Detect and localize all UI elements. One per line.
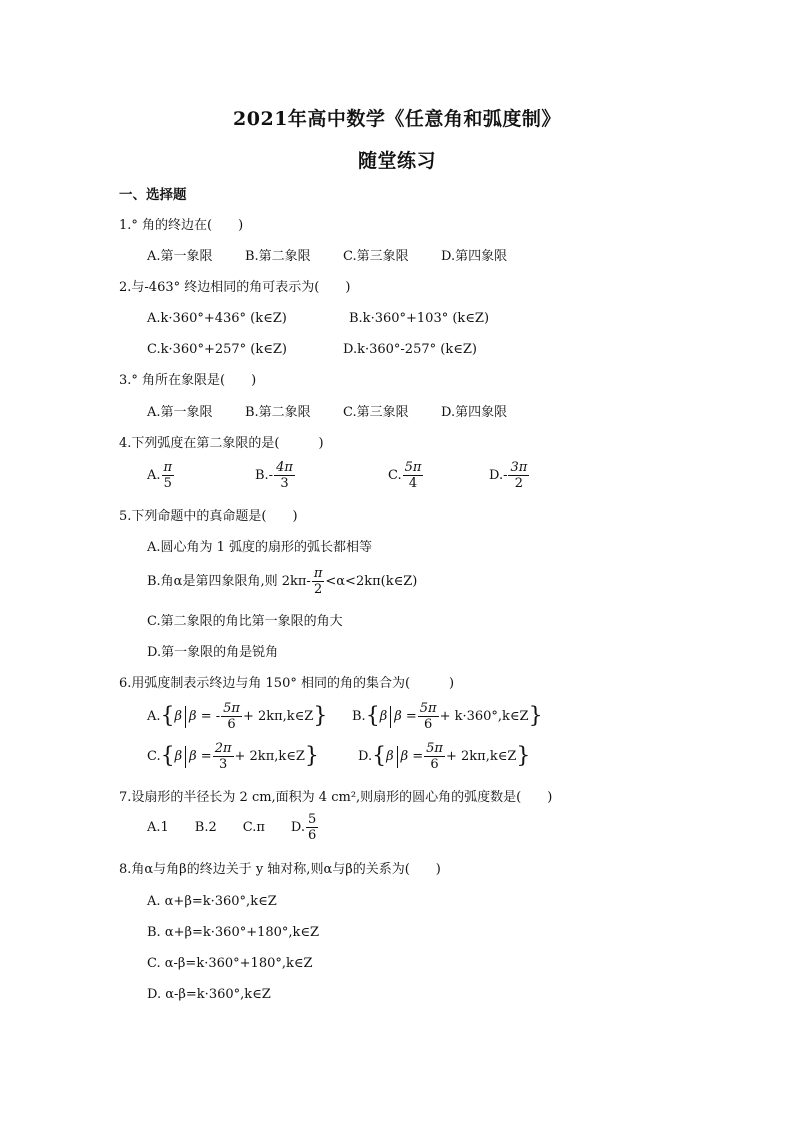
q6-stem: 6.用弧度制表示终边与角 150° 相同的角的集合为( ): [119, 676, 455, 691]
q4-opt-c: C. $\frac{5\pi}{4}$: [388, 460, 422, 491]
q6-opt-a: A.{β β = - $\frac{5\pi}{6}$ + 2kπ,k∈Z}: [147, 701, 328, 732]
q4-opt-a: A. $\frac{\pi}{5}$: [147, 460, 173, 491]
q4-opt-d: D.- $\frac{3\pi}{2}$: [489, 460, 528, 491]
q2-opt-d: D.k·360°-257° (k∈Z): [343, 342, 477, 357]
q5-opt-a: A.圆心角为 1 弧度的扇形的弧长都相等: [147, 540, 373, 555]
q1-stem: 1.° 角的终边在( ): [119, 218, 244, 233]
q4-a-num: π: [163, 460, 173, 475]
q2-opt-b: B.k·360°+103° (k∈Z): [349, 311, 490, 326]
q3-opt-d: D.第四象限: [441, 405, 508, 420]
q5-stem: 5.下列命题中的真命题是( ): [119, 509, 298, 524]
q1-opt-b: B.第二象限: [245, 249, 311, 264]
q1-opt-a: A.第一象限: [147, 249, 213, 264]
q2-opt-a: A.k·360°+436° (k∈Z): [147, 311, 287, 326]
q8-opt-d: D. α-β=k·360°,k∈Z: [147, 987, 271, 1002]
q8-stem: 8.角α与角β的终边关于 y 轴对称,则α与β的关系为( ): [119, 862, 441, 877]
q2-stem: 2.与-463° 终边相同的角可表示为( ): [119, 280, 351, 295]
q6-opt-b: B.{β β = $\frac{5\pi}{6}$ + k·360°,k∈Z}: [352, 701, 543, 732]
doc-title: 2021年高中数学《任意角和弧度制》: [233, 108, 561, 130]
q1-opt-d: D.第四象限: [441, 249, 508, 264]
q8-opt-c: C. α-β=k·360°+180°,k∈Z: [147, 956, 313, 971]
q3-opt-c: C.第三象限: [343, 405, 409, 420]
q3-opt-a: A.第一象限: [147, 405, 213, 420]
doc-subtitle: 随堂练习: [357, 150, 436, 172]
q5-opt-d: D.第一象限的角是锐角: [147, 645, 279, 660]
q8-opt-a: A. α+β=k·360°,k∈Z: [147, 894, 277, 909]
q1-opt-c: C.第三象限: [343, 249, 409, 264]
q8-opt-b: B. α+β=k·360°+180°,k∈Z: [147, 925, 320, 940]
q6-opt-d: D.{β β = $\frac{5\pi}{6}$ + 2kπ,k∈Z}: [358, 741, 531, 772]
q4-a-den: 5: [163, 476, 172, 491]
q6-opt-c: C.{β β = $\frac{2\pi}{3}$ + 2kπ,k∈Z}: [147, 741, 319, 772]
q5-opt-c: C.第二象限的角比第一象限的角大: [147, 614, 343, 629]
q5-opt-b: B.角α是第四象限角,则 2kπ- $\frac{\pi}{2}$ <α<2kπ(k∈Z): [147, 566, 418, 597]
q3-opt-b: B.第二象限: [245, 405, 311, 420]
q2-opt-c: C.k·360°+257° (k∈Z): [147, 342, 287, 357]
q4-stem: 4.下列弧度在第二象限的是( ): [119, 436, 324, 451]
q7-stem: 7.设扇形的半径长为 2 cm,面积为 4 cm²,则扇形的圆心角的弧度数是( ): [119, 790, 553, 805]
section-heading: 一、选择题: [119, 187, 187, 203]
q7-opts: A.1 B.2 C.π D. $\frac{5}{6}$: [147, 812, 317, 843]
q4-opt-b: B.- $\frac{4\pi}{3}$: [255, 460, 293, 491]
q3-stem: 3.° 角所在象限是( ): [119, 373, 257, 388]
